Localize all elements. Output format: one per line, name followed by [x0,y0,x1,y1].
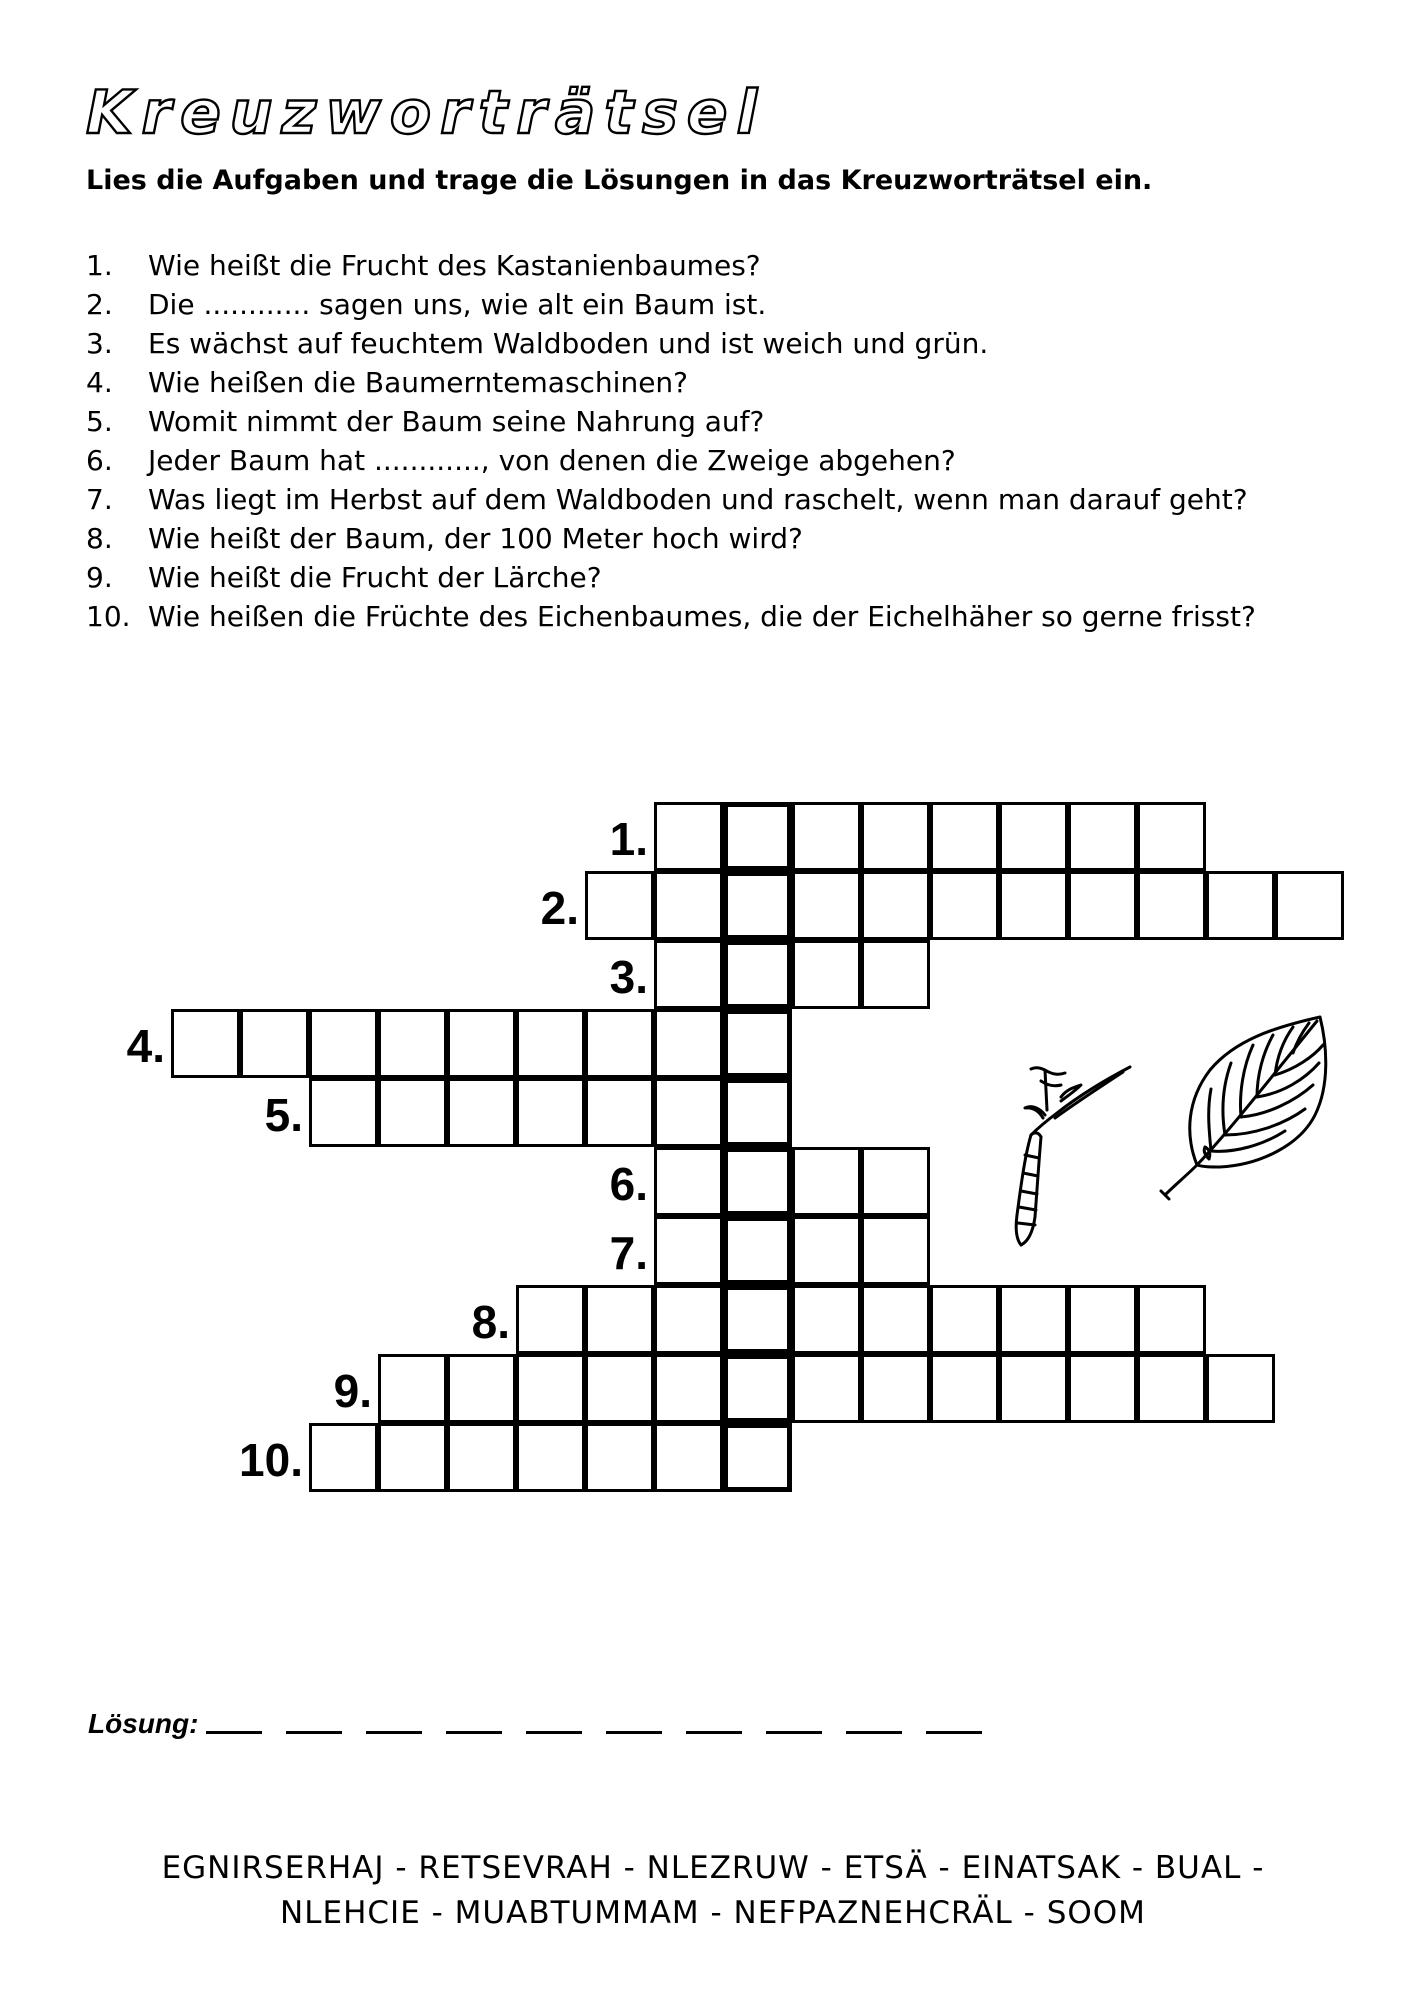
question-item [86,558,1256,597]
crossword-cell[interactable] [654,1009,723,1078]
question-text: Wie heißen die Baumerntemaschinen? [148,366,689,399]
crossword-cell[interactable] [378,1423,447,1492]
question-item [86,402,1256,441]
crossword-row-number: 1. [609,813,648,865]
crossword-cell[interactable] [447,1423,516,1492]
solution-cell[interactable] [723,1354,792,1423]
solution-cell[interactable] [723,802,792,871]
question-number: 7. [86,483,113,516]
crossword-cell[interactable] [516,1078,585,1147]
crossword-cell[interactable] [930,871,999,940]
question-text: Wie heißt die Frucht des Kastanienbaumes? [148,249,761,282]
crossword-cell[interactable] [585,871,654,940]
crossword-cell[interactable] [378,1078,447,1147]
solution-blank[interactable] [366,1731,422,1734]
crossword-cell[interactable] [654,1423,723,1492]
crossword-row-number: 8. [471,1296,510,1348]
crossword-cell[interactable] [654,802,723,871]
solution-blank[interactable] [446,1731,502,1734]
crossword-cell[interactable] [309,1423,378,1492]
solution-blank[interactable] [766,1731,822,1734]
crossword-cell[interactable] [585,1009,654,1078]
solution-blank[interactable] [926,1731,982,1734]
crossword-row-number: 10. [239,1434,303,1486]
question-number: 10. [86,600,131,633]
question-number: 4. [86,366,113,399]
crossword-cell[interactable] [792,871,861,940]
crossword-cell[interactable] [309,1009,378,1078]
crossword-cell[interactable] [240,1009,309,1078]
solution-blank[interactable] [526,1731,582,1734]
solution-blank[interactable] [286,1731,342,1734]
solution-cell[interactable] [723,1216,792,1285]
crossword-row-number: 9. [333,1365,372,1417]
crossword-cell[interactable] [654,1285,723,1354]
crossword-cell[interactable] [1068,871,1137,940]
solution-cell[interactable] [723,1423,792,1492]
question-text: Wie heißen die Früchte des Eichenbaumes, die der Eichelhäher so gerne frisst? [148,600,1256,633]
crossword-cell[interactable] [309,1078,378,1147]
crossword-row-number: 7. [609,1227,648,1279]
crossword-cell[interactable] [861,1147,930,1216]
question-text: Wie heißt der Baum, der 100 Meter hoch wird? [148,522,803,555]
solution-cell[interactable] [723,1285,792,1354]
crossword-cell[interactable] [999,1354,1068,1423]
solution-blank[interactable] [606,1731,662,1734]
crossword-cell[interactable] [654,940,723,1009]
crossword-cell[interactable] [171,1009,240,1078]
crossword-row-number: 2. [540,882,579,934]
crossword-cell[interactable] [930,1285,999,1354]
question-text: Was liegt im Herbst auf dem Waldboden und raschelt, wenn man darauf geht? [148,483,1248,516]
jumbled-words-line-2: NLEHCIE - MUABTUMMAM - NEFPAZNEHCRÄL - SOOM [280,1895,1146,1931]
crossword-cell[interactable] [447,1354,516,1423]
crossword-cell[interactable] [1206,871,1275,940]
question-list [86,246,1256,636]
solution-cell[interactable] [723,871,792,940]
crossword-cell[interactable] [378,1354,447,1423]
crossword-cell[interactable] [792,1147,861,1216]
solution-label: Lösung: [88,1708,199,1739]
question-text: Womit nimmt der Baum seine Nahrung auf? [148,405,765,438]
crossword-cell[interactable] [1068,802,1137,871]
question-item [86,597,1256,636]
crossword-cell[interactable] [1137,1285,1206,1354]
question-text: Wie heißt die Frucht der Lärche? [148,561,602,594]
crossword-cell[interactable] [516,1285,585,1354]
solution-blank[interactable] [206,1731,262,1734]
crossword-row-number: 6. [609,1158,648,1210]
crossword-cell[interactable] [585,1285,654,1354]
crossword-cell[interactable] [861,802,930,871]
crossword-cell[interactable] [447,1009,516,1078]
crossword-cell[interactable] [654,1354,723,1423]
question-item [86,519,1256,558]
crossword-cell[interactable] [999,1285,1068,1354]
solution-cell[interactable] [723,940,792,1009]
crossword-cell[interactable] [861,1285,930,1354]
crossword-cell[interactable] [861,1354,930,1423]
instruction-text: Lies die Aufgaben und trage die Lösungen in das Kreuzworträtsel ein. [86,165,1153,196]
question-item [86,441,1256,480]
solution-cell[interactable] [723,1078,792,1147]
question-item [86,480,1256,519]
crossword-cell[interactable] [1068,1354,1137,1423]
question-number: 9. [86,561,113,594]
crossword-cell[interactable] [861,1216,930,1285]
crossword-cell[interactable] [1137,1354,1206,1423]
question-number: 5. [86,405,113,438]
question-number: 6. [86,444,113,477]
crossword-cell[interactable] [447,1078,516,1147]
crossword-cell[interactable] [516,1009,585,1078]
crossword-cell[interactable] [861,871,930,940]
question-text: Jeder Baum hat ............, von denen die Zweige abgehen? [148,444,956,477]
question-item [86,363,1256,402]
crossword-cell[interactable] [930,1354,999,1423]
question-item [86,246,1256,285]
question-text: Die ............ sagen uns, wie alt ein Baum ist. [148,288,767,321]
question-number: 1. [86,249,113,282]
crossword-cell[interactable] [585,1354,654,1423]
crossword-cell[interactable] [654,1216,723,1285]
solution-blanks [206,1731,1006,1740]
crossword-cell[interactable] [516,1423,585,1492]
crossword-cell[interactable] [792,1285,861,1354]
solution-line [88,1700,1006,1740]
crossword-cell[interactable] [1137,871,1206,940]
crossword-cell[interactable] [1206,1354,1275,1423]
solution-cell[interactable] [723,1009,792,1078]
solution-blank[interactable] [846,1731,902,1734]
crossword-row-number: 4. [126,1020,165,1072]
crossword-cell[interactable] [378,1009,447,1078]
crossword-cell[interactable] [654,1078,723,1147]
question-item [86,324,1256,363]
larch-twig-icon [995,1055,1135,1255]
jumbled-words-line-1: EGNIRSERHAJ - RETSEVRAH - NLEZRUW - ETSÄ - EINATSAK - BUAL - [161,1850,1265,1886]
crossword-cell[interactable] [585,1423,654,1492]
crossword-row-number: 5. [264,1089,303,1141]
crossword-cell[interactable] [654,871,723,940]
crossword-cell[interactable] [1275,871,1344,940]
crossword-row-number: 3. [609,951,648,1003]
question-text: Es wächst auf feuchtem Waldboden und ist weich und grün. [148,327,989,360]
crossword-cell[interactable] [861,940,930,1009]
crossword-cell[interactable] [1068,1285,1137,1354]
page-title: Kreuzworträtsel [86,78,767,148]
crossword-cell[interactable] [792,802,861,871]
crossword-cell[interactable] [999,802,1068,871]
question-number: 3. [86,327,113,360]
crossword-cell[interactable] [516,1354,585,1423]
crossword-cell[interactable] [792,1354,861,1423]
crossword-cell[interactable] [585,1078,654,1147]
crossword-cell[interactable] [792,940,861,1009]
crossword-cell[interactable] [792,1216,861,1285]
solution-blank[interactable] [686,1731,742,1734]
leaf-icon [1145,1005,1335,1205]
crossword-cell[interactable] [654,1147,723,1216]
question-number: 2. [86,288,113,321]
question-number: 8. [86,522,113,555]
solution-cell[interactable] [723,1147,792,1216]
crossword-cell[interactable] [930,802,999,871]
crossword-cell[interactable] [1137,802,1206,871]
question-item [86,285,1256,324]
crossword-cell[interactable] [999,871,1068,940]
